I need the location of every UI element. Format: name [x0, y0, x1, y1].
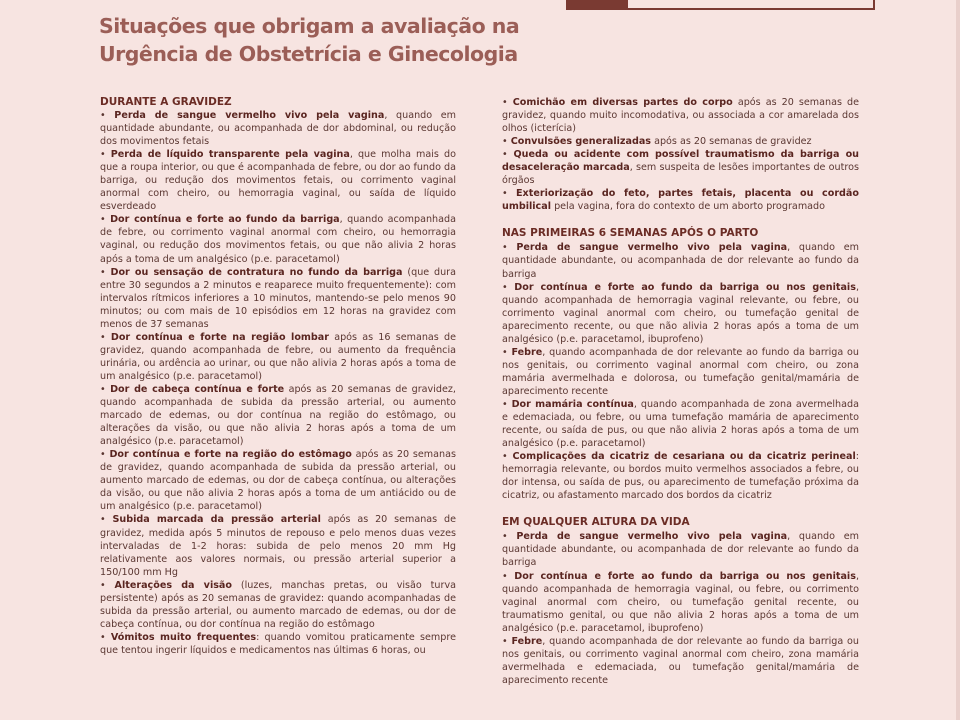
- section-heading-postpartum: NAS PRIMEIRAS 6 SEMANAS APÓS O PARTO: [502, 227, 759, 240]
- item-term: Exteriorização do feto, partes fetais, placenta ou cordão umbilical: [502, 188, 859, 213]
- pregnancy-list-continued: [502, 96, 859, 213]
- bullet-icon: •: [100, 214, 111, 226]
- item-description: : quando vomitou praticamente sempre que tentou ingerir líquidos e medicamentos nas últimas 6 horas, ou: [100, 631, 456, 656]
- top-decorative-fill: [568, 0, 628, 8]
- section-heading-anytime: EM QUALQUER ALTURA DA VIDA: [502, 516, 690, 529]
- bullet-icon: •: [502, 570, 515, 582]
- item-term: Febre: [511, 635, 543, 647]
- item-term: Dor contínua e forte ao fundo da barriga ou nos genitais: [514, 570, 856, 582]
- pregnancy-list: [100, 109, 456, 657]
- title-line-2: Urgência de Obstetrícia e Ginecologia: [99, 42, 518, 66]
- list-item: [100, 266, 456, 331]
- item-term: Dor ou sensação de contratura no fundo da barriga: [110, 266, 403, 278]
- bullet-icon: •: [100, 449, 110, 461]
- bullet-icon: •: [100, 514, 113, 526]
- bullet-icon: •: [502, 242, 517, 254]
- item-term: Dor contínua e forte na região lombar: [110, 331, 329, 343]
- item-description: , quando em quantidade abundante, ou acompanhada de dor relevante ao fundo da barriga: [502, 531, 859, 569]
- list-item: [502, 96, 859, 135]
- bullet-icon: •: [100, 383, 111, 395]
- list-item: [100, 448, 456, 513]
- bullet-icon: •: [502, 136, 511, 148]
- bullet-icon: •: [502, 451, 513, 463]
- bullet-icon: •: [100, 266, 111, 278]
- item-term: Perda de sangue vermelho vivo pela vagina: [516, 242, 788, 254]
- item-term: Convulsões generalizadas: [510, 136, 652, 148]
- bullet-icon: •: [100, 331, 111, 343]
- item-description: : hemorragia relevante, ou bordos muito vermelhos associados a febre, ou dor intensa, ou saída de pus, ou aparecimento de tumefação próxima da cicatriz, ou afastamento marcado dos bordos da cicatriz: [502, 451, 859, 502]
- list-item: [100, 109, 456, 148]
- item-description: após as 20 semanas de gravidez: [651, 136, 812, 148]
- item-term: Alterações da visão: [114, 579, 233, 591]
- item-term: Dor de cabeça contínua e forte: [110, 383, 285, 395]
- left-column: [100, 96, 456, 657]
- bullet-icon: •: [502, 149, 514, 161]
- section-heading-pregnancy: DURANTE A GRAVIDEZ: [100, 96, 232, 108]
- item-description: (luzes, manchas pretas, ou visão turva persistente) após as 20 semanas de gravidez: quando acompanhadas de subida da pressão arterial, ou aumento marcado de edemas, ou dor de cabeça contínua, ou dor contínua na região do estômago: [100, 579, 456, 630]
- list-item: [502, 135, 859, 148]
- item-description: , quando acompanhada de zona avermelhada e edemaciada, ou febre, ou uma tumefação mamária de aparecimento recente, ou saída de pus, ou que não alivia 2 horas após a toma de um analgésico (p.e. paracetamol): [502, 398, 859, 450]
- list-item: [100, 331, 456, 383]
- item-term: Perda de sangue vermelho vivo pela vagina: [516, 531, 788, 543]
- item-term: Complicações da cicatriz de cesariana ou da cicatriz perineal: [512, 451, 856, 463]
- item-term: Queda ou acidente com possível traumatismo da barriga ou desaceleração marcada: [502, 149, 859, 174]
- item-description: , quando acompanhada de dor relevante ao fundo da barriga ou nos genitais, ou corrimento vaginal anormal com cheiro, zona mamária avermelhada e edemaciada, ou tumefação genital/mamária de aparecimento recente: [502, 635, 859, 686]
- list-item: [100, 213, 456, 265]
- bullet-icon: •: [100, 110, 115, 121]
- list-item: [502, 450, 859, 502]
- list-item: [502, 398, 859, 450]
- item-term: Perda de sangue vermelho vivo pela vagina: [114, 110, 385, 121]
- list-item: [100, 383, 456, 448]
- item-description: após as 20 semanas de gravidez, quando acompanhada de subida da pressão arterial, ou aumento marcado de edemas, ou dor de cabeça contínua, ou alterações da visão, ou que não alivia 2 horas após a toma de um antiácido ou de um analgésico (p.e. paracetamol): [100, 449, 456, 513]
- list-item: [502, 187, 859, 213]
- item-term: Vómitos muito frequentes: [110, 631, 257, 643]
- item-term: Comichão em diversas partes do corpo: [512, 97, 733, 108]
- item-description: , quando acompanhada de febre, ou corrimento vaginal anormal com cheiro, ou hemorragia vaginal, ou redução dos movimentos fetais, ou que não alivia 2 horas após a toma de um analgésico (p.e. paracetamol): [100, 214, 456, 265]
- bullet-icon: •: [502, 346, 512, 358]
- bullet-icon: •: [502, 97, 513, 108]
- item-term: Dor contínua e forte ao fundo da barriga: [110, 214, 340, 226]
- bullet-icon: •: [502, 188, 516, 200]
- item-term: Dor mamária contínua: [511, 398, 634, 410]
- item-description: após as 16 semanas de gravidez, quando acompanhada de febre, ou aumento da frequência urinária, ou ardência ao urinar, ou que não alivia 2 horas após a toma de um analgésico (p.e. paracetamol): [100, 331, 456, 382]
- list-item: [502, 570, 859, 635]
- list-item: [502, 148, 859, 187]
- page-title: [99, 12, 519, 68]
- item-description: , quando acompanhada de hemorragia vaginal relevante, ou febre, ou corrimento vaginal anormal com cheiro, ou tumefação genital de aparecimento recente, ou que não alivia 2 horas após a toma de um analgésico (p.e. paracetamol, ibuprofeno): [502, 281, 859, 345]
- item-description: após as 20 semanas de gravidez, medida após 5 minutos de repouso e pelo menos duas vezes intervaladas de 1-2 horas: subida de pelo menos 20 mm Hg relativamente aos valores normais, ou pressão arterial superior a 150/100 mm Hg: [100, 514, 456, 578]
- item-term: Perda de líquido transparente pela vagina: [110, 149, 350, 161]
- anytime-list: [502, 530, 859, 687]
- bullet-icon: •: [100, 579, 115, 591]
- item-description: pela vagina, fora do contexto de um aborto programado: [551, 201, 825, 213]
- title-line-1: Situações que obrigam a avaliação na: [99, 14, 520, 38]
- item-term: Dor contínua e forte na região do estômago: [109, 449, 352, 461]
- list-item: [502, 346, 859, 398]
- page-edge: [956, 0, 960, 720]
- item-description: , que molha mais do que a roupa interior, ou que é acompanhada de febre, ou dor ao fundo da barriga, ou redução dos movimentos fetais, ou corrimento vaginal anormal com cheiro, ou hemorragia vaginal, ou saída de líquido esverdeado: [100, 149, 456, 213]
- item-term: Subida marcada da pressão arterial: [112, 514, 321, 526]
- bullet-icon: •: [502, 281, 515, 293]
- list-item: [502, 241, 859, 280]
- item-term: Febre: [511, 346, 543, 358]
- item-description: , quando em quantidade abundante, ou acompanhada de dor abdominal, ou redução dos movimentos fetais: [100, 110, 456, 148]
- item-description: (que dura entre 30 segundos a 2 minutos e reaparece muito frequentemente): com intervalos rítmicos inferiores a 10 minutos, mantendo-se pelo menos 90 minutos; ou com mais de 10 episódios em 12 horas na gravidez com menos de 37 semanas: [100, 266, 456, 330]
- list-item: [100, 513, 456, 578]
- postpartum-list: [502, 241, 859, 502]
- list-item: [502, 281, 859, 346]
- list-item: [502, 530, 859, 569]
- item-description: após as 20 semanas de gravidez, quando muito incomodativa, ou associada a cor amarelada dos olhos (icterícia): [502, 97, 860, 135]
- list-item: [100, 148, 456, 213]
- top-decorative-box: [566, 0, 875, 10]
- bullet-icon: •: [100, 149, 111, 161]
- item-term: Dor contínua e forte ao fundo da barriga ou nos genitais: [514, 281, 856, 293]
- item-description: após as 20 semanas de gravidez, quando acompanhada de subida da pressão arterial, ou aumento marcado de edemas, ou dor contínua na região do estômago, ou alterações da visão, ou que não alivia 2 horas após a toma de um analgésico (p.e. paracetamol): [100, 383, 456, 448]
- list-item: [100, 579, 456, 631]
- item-description: , sem suspeita de lesões importantes de outros órgãos: [502, 162, 859, 187]
- list-item: [100, 631, 456, 657]
- list-item: [502, 635, 859, 687]
- bullet-icon: •: [100, 631, 111, 643]
- bullet-icon: •: [502, 635, 512, 647]
- bullet-icon: •: [502, 531, 517, 543]
- bullet-icon: •: [502, 398, 512, 410]
- item-description: , quando acompanhada de dor relevante ao fundo da barriga ou nos genitais, ou corrimento vaginal anormal com cheiro, ou zona mamária avermelhada e dolorosa, ou tumefação genital/mamária de aparecimento recente: [502, 346, 859, 397]
- item-description: , quando acompanhada de hemorragia vaginal, ou febre, ou corrimento vaginal anormal com cheiro, ou tumefação genital recente, ou traumatismo genital, ou que não alivia 2 horas após a toma de um analgésico (p.e. paracetamol, ibuprofeno): [502, 570, 859, 634]
- right-column: [502, 96, 859, 687]
- item-description: , quando em quantidade abundante, ou acompanhada de dor relevante ao fundo da barriga: [502, 242, 859, 280]
